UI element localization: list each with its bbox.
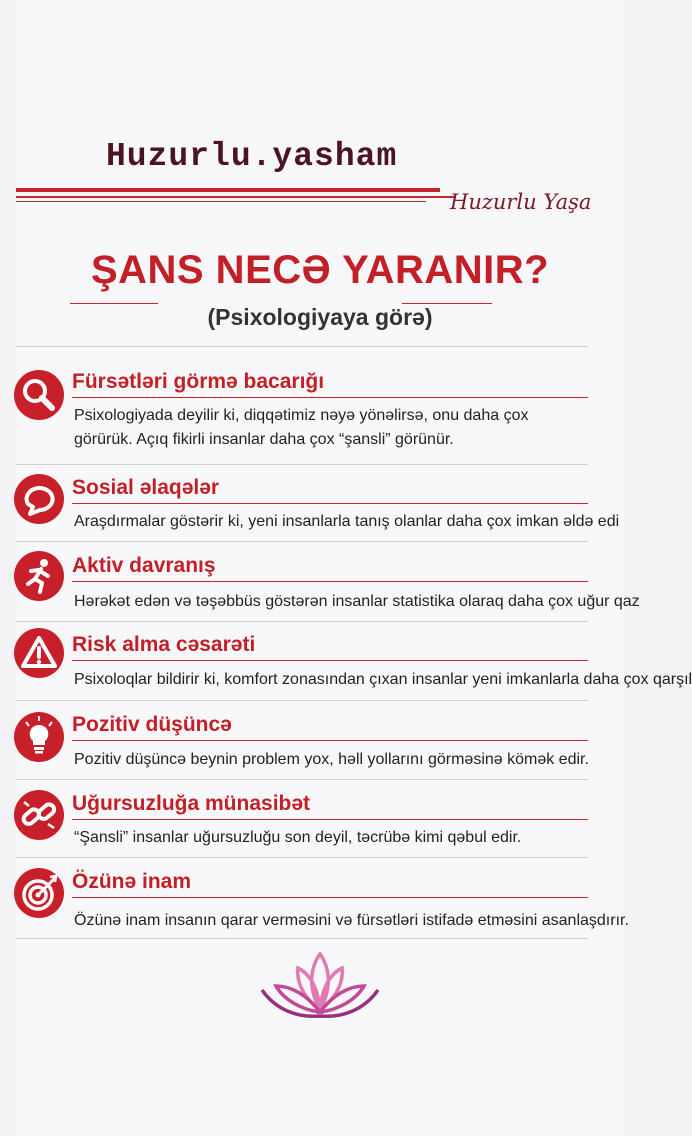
brand-title: Huzurlu.yasham xyxy=(106,138,398,175)
magnifier-icon xyxy=(14,370,64,420)
running-person-icon xyxy=(14,551,64,601)
divider xyxy=(16,700,588,701)
item-title: Özünə inam xyxy=(72,870,192,893)
item-text: Araşdırmalar göstərir ki, yeni insanlarla tanış olanlar daha çox imkan əldə edi xyxy=(74,513,620,530)
item-underline xyxy=(72,660,588,661)
item-title: Pozitiv düşüncə xyxy=(72,713,232,736)
item-title: Uğursuzluğa münasibət xyxy=(72,792,311,815)
item-underline xyxy=(72,897,588,898)
target-icon xyxy=(14,868,64,918)
item-underline xyxy=(72,397,588,398)
divider xyxy=(16,938,588,939)
item-underline xyxy=(72,819,588,820)
lotus-icon xyxy=(258,948,382,1024)
warning-triangle-icon xyxy=(14,628,64,678)
item-text: Psixologiyada deyilir ki, diqqətimiz nəyə yönəlirsə, onu daha çox görürük. Açıq fikirli insanlar daha çox “şansli” görünür. xyxy=(74,407,529,448)
item-text: Özünə inam insanın qarar verməsini və fürsətləri istifadə etməsini asanlaşdırır. xyxy=(74,912,629,929)
divider xyxy=(16,464,588,465)
script-signature: Huzurlu Yaşa xyxy=(450,190,592,214)
divider xyxy=(16,346,588,347)
divider xyxy=(16,541,588,542)
item-underline xyxy=(72,581,588,582)
header-rule xyxy=(16,201,426,202)
lightbulb-icon xyxy=(14,712,64,762)
item-underline xyxy=(72,503,588,504)
broken-chain-icon xyxy=(14,790,64,840)
page-subtitle: (Psixologiyaya görə) xyxy=(207,304,433,330)
divider xyxy=(16,779,588,780)
item-text: Hərəkət edən və təşəbbüs göstərən insanlar statistika olaraq daha çox uğur qaz xyxy=(74,593,640,610)
item-title: Fürsətləri görmə bacarığı xyxy=(72,370,325,393)
divider xyxy=(16,857,588,858)
header-rule xyxy=(16,196,456,198)
divider xyxy=(16,621,588,622)
page-title: ŞANS NECƏ YARANIR? xyxy=(90,248,550,292)
header-rule xyxy=(16,188,440,192)
item-title: Risk alma cəsarəti xyxy=(72,633,256,656)
item-text: “Şansli” insanlar uğursuzluğu son deyil, təcrübə kimi qəbul edir. xyxy=(74,829,522,846)
item-text: Psixoloqlar bildirir ki, komfort zonasından çıxan insanlar yeni imkanlarla daha çox qarşıl xyxy=(74,671,692,688)
item-text: Pozitiv düşüncə beynin problem yox, həll yollarını görməsinə kömək edir. xyxy=(74,751,589,768)
item-underline xyxy=(72,740,588,741)
item-title: Aktiv davranış xyxy=(72,554,216,577)
item-title: Sosial əlaqələr xyxy=(72,476,220,499)
chat-bubble-icon xyxy=(14,474,64,524)
